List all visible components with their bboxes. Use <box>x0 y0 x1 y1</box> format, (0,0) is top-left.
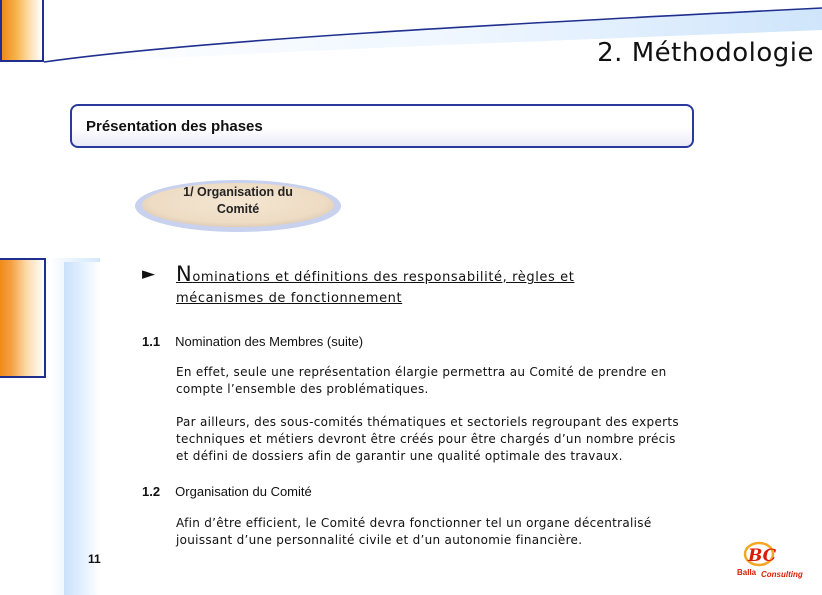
section-title: Organisation du Comité <box>175 484 312 499</box>
logo-monogram: BC <box>748 546 777 566</box>
phase-oval-line1: 1/ Organisation du <box>183 185 293 199</box>
paragraph <box>176 515 696 549</box>
paragraph-line: Par ailleurs, des sous-comités thématiques et sectoriels regroupant des experts <box>176 415 679 429</box>
paragraph-line: Afin d’être efficient, le Comité devra fonctionner tel un organe décentralisé <box>176 516 652 530</box>
paragraph-line: En effet, seule une représentation élargie permettra au Comité de prendre en <box>176 365 667 379</box>
section-number: 1.2 <box>142 484 161 499</box>
section-title: Nomination des Membres (suite) <box>175 334 364 349</box>
phase-section-label: Présentation des phases <box>86 118 263 135</box>
phase-oval-line2: Comité <box>216 202 260 216</box>
logo-word1: Balla <box>737 568 757 577</box>
header-orange-bar <box>0 0 44 62</box>
paragraph-line: techniques et métiers devront être créés pour être chargés d’un nombre précis <box>176 432 676 446</box>
page-title: 2. Méthodologie <box>597 38 814 68</box>
logo-mark <box>735 540 805 582</box>
section-1-1-heading <box>142 331 363 350</box>
heading-line2: mécanismes de fonctionnement <box>176 291 403 306</box>
company-logo <box>735 540 805 582</box>
paragraph-line: compte l’ensemble des problématiques. <box>176 382 429 396</box>
logo-word2: Consulting <box>761 570 803 579</box>
section-heading <box>176 264 626 309</box>
left-orange-bar <box>0 258 46 378</box>
bullet-arrow-icon: ► <box>142 264 156 284</box>
paragraph-line: jouissant d’une personnalité civile et d’un autonomie financière. <box>176 533 583 547</box>
paragraph <box>176 364 696 398</box>
page-number: 11 <box>88 552 101 566</box>
heading-initial: N <box>176 262 193 286</box>
paragraph <box>176 414 696 465</box>
phase-oval-label <box>163 184 313 218</box>
heading-line1: ominations et définitions des responsabilité, règles et <box>192 270 575 285</box>
section-number: 1.1 <box>142 334 161 349</box>
phase-section-box <box>70 104 694 148</box>
paragraph-line: et défini de dossiers afin de garantir une qualité optimale des travaux. <box>176 449 623 463</box>
left-blue-strip <box>64 262 100 595</box>
section-1-2-heading <box>142 481 312 500</box>
